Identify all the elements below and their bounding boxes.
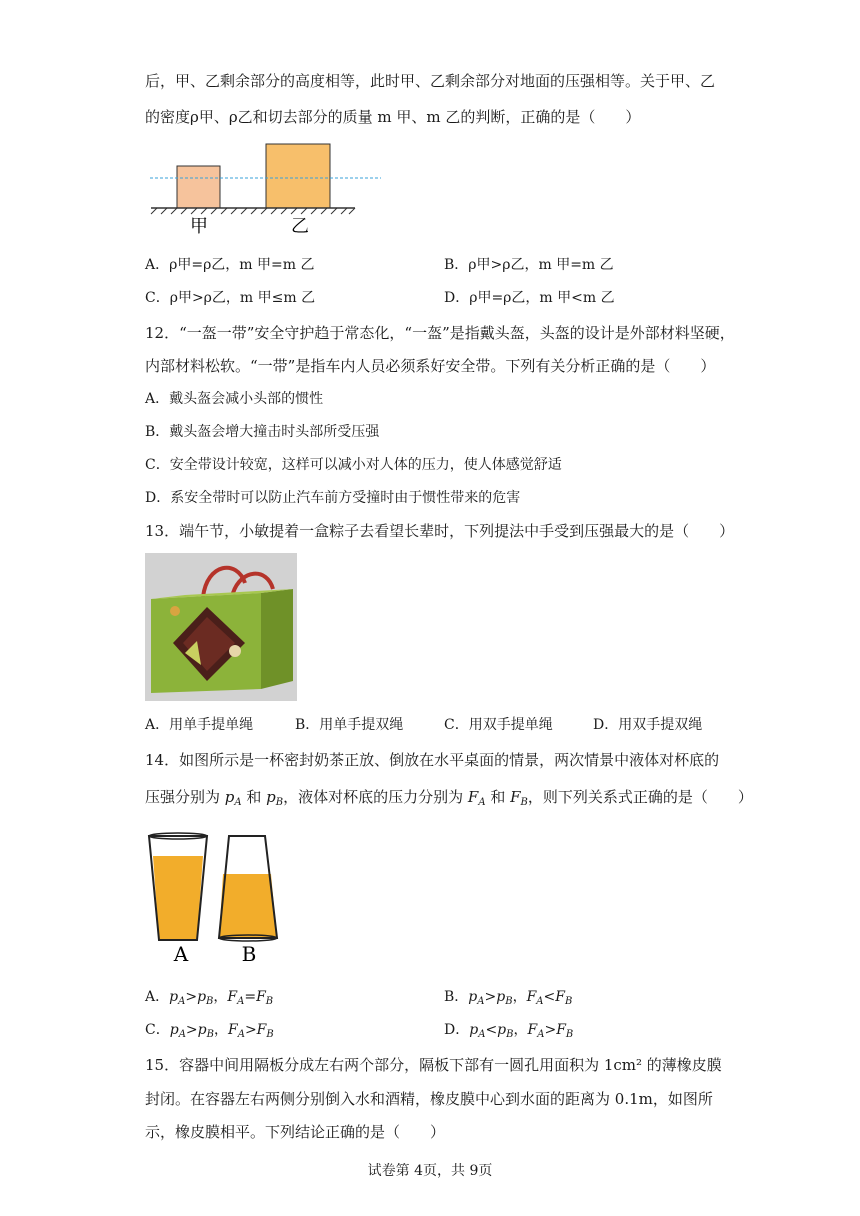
- q12-text-line1: 12．“一盔一带”安全守护趋于常态化，“一盔”是指戴头盔，头盔的设计是外部材料坚硬，: [145, 324, 735, 342]
- q15-text-line3: 示，橡皮膜相平。下列结论正确的是（ ）: [145, 1123, 446, 1141]
- block-jia: [177, 166, 220, 208]
- q11-blocks-figure: [145, 138, 385, 238]
- q13-option-b[interactable]: B．用单手提双绳: [295, 717, 404, 733]
- q12-option-d[interactable]: D．系安全带时可以防止汽车前方受撞时由于惯性带来的危害: [145, 490, 521, 506]
- ground-hatching: [151, 208, 355, 214]
- q12-option-a[interactable]: A．戴头盔会减小头部的惯性: [145, 391, 324, 407]
- q14-option-a[interactable]: A．$p_A>p_B$，$F_A=F_B$: [145, 989, 274, 1007]
- q11-option-d[interactable]: D．ρ甲=ρ乙，m 甲<m 乙: [444, 290, 615, 306]
- q11-option-b[interactable]: B．ρ甲>ρ乙，m 甲=m 乙: [444, 257, 614, 273]
- page-footer: 试卷第 4页，共 9页: [367, 1163, 493, 1179]
- block-yi: [266, 144, 330, 208]
- q14-text-line1: 14．如图所示是一杯密封奶茶正放、倒放在水平桌面的情景，两次情景中液体对杯底的: [145, 751, 720, 769]
- q14-option-b[interactable]: B．$p_A>p_B$，$F_A<F_B$: [444, 989, 573, 1007]
- zongzi-box-photo: [145, 553, 297, 701]
- cup-a-liquid: [153, 856, 203, 940]
- label-yi: 乙: [291, 216, 309, 237]
- q12-text-line2: 内部材料松软。“一带”是指车内人员必须系好安全带。下列有关分析正确的是（ ）: [145, 357, 716, 375]
- q14-option-d[interactable]: D．$p_A<p_B$，$F_A>F_B$: [444, 1022, 574, 1040]
- q11-option-c[interactable]: C．ρ甲>ρ乙，m 甲≤m 乙: [145, 290, 316, 306]
- q11-option-a[interactable]: A．ρ甲=ρ乙，m 甲=m 乙: [145, 257, 315, 273]
- cup-label-b: B: [241, 942, 257, 966]
- q15-text-line2: 封闭。在容器左右两侧分别倒入水和酒精，橡皮膜中心到水面的距离为 0.1m，如图所: [145, 1090, 713, 1108]
- q13-option-a[interactable]: A．用单手提单绳: [145, 717, 254, 733]
- q13-text-line1: 13．端午节，小敏提着一盒粽子去看望长辈时，下列提法中手受到压强最大的是（ ）: [145, 522, 735, 540]
- q12-option-b[interactable]: B．戴头盔会增大撞击时头部所受压强: [145, 424, 380, 440]
- q12-option-c[interactable]: C．安全带设计较宽，这样可以减小对人体的压力，使人体感觉舒适: [145, 457, 562, 473]
- cup-b-liquid: [219, 874, 277, 938]
- milk-tea-cups-figure: [145, 828, 285, 970]
- q15-text-line1: 15．容器中间用隔板分成左右两个部分，隔板下部有一圆孔用面积为 1cm² 的薄橡皮膜: [145, 1056, 722, 1074]
- q14-text-line2: 压强分别为 $p_A$ 和 $p_B$，液体对杯底的压力分别为 $F_A$ 和 $F_B$，则下列关系式正确的是（ ）: [145, 788, 753, 808]
- q13-option-d[interactable]: D．用双手提双绳: [593, 717, 703, 733]
- q13-option-c[interactable]: C．用双手提单绳: [444, 717, 553, 733]
- q14-option-c[interactable]: C．$p_A>p_B$，$F_A>F_B$: [145, 1022, 274, 1040]
- cup-label-a: A: [173, 942, 189, 966]
- label-jia: 甲: [190, 216, 208, 237]
- q11-text-line1: 后，甲、乙剩余部分的高度相等，此时甲、乙剩余部分对地面的压强相等。关于甲、乙: [145, 72, 716, 90]
- q11-text-line2: 的密度ρ甲、ρ乙和切去部分的质量 m 甲、m 乙的判断，正确的是（ ）: [145, 108, 641, 126]
